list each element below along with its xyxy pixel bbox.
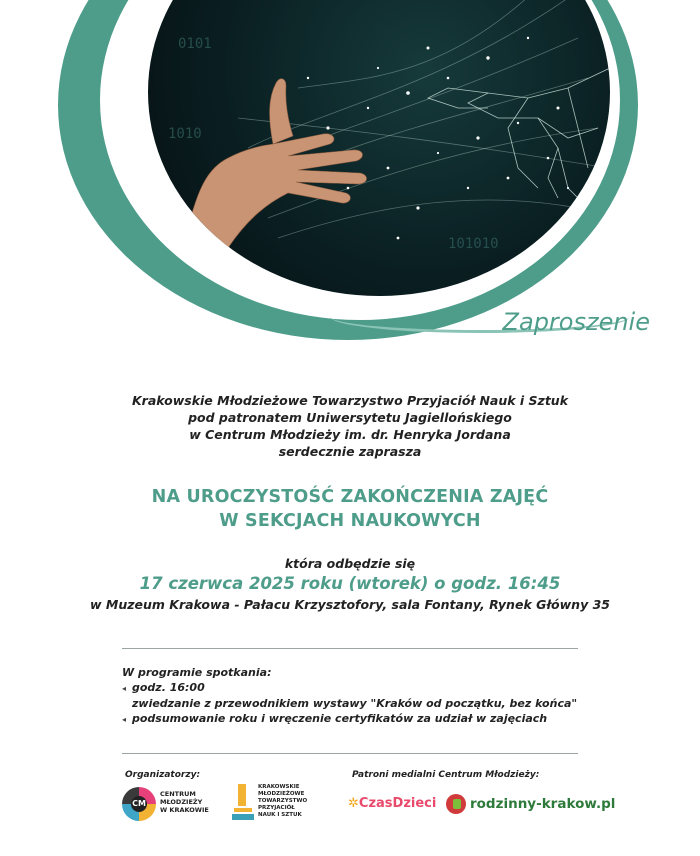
logo-text-line: NAUK I SZTUK — [258, 812, 302, 818]
czasdzieci-logo-text: CzasDzieci — [358, 796, 437, 811]
program-heading: W programie spotkania: — [122, 666, 272, 679]
triangle-bullet-icon: ◂ — [122, 715, 127, 724]
program-item-text: podsumowanie roku i wręczenie certyfikatów za udział w zajęciach — [132, 712, 548, 725]
rodzinny-krakow-logo — [446, 794, 615, 814]
logo-text-line: PRZYJACIÓŁ — [258, 805, 295, 811]
intro-line: w Centrum Młodzieży im. dr. Henryka Jordana — [189, 427, 511, 442]
logo-text-line: MŁODZIEŻOWE — [258, 791, 305, 797]
kmtpnis-logo-text — [258, 784, 307, 819]
svg-text:101010: 101010 — [448, 236, 499, 252]
sun-icon: ✲ — [348, 796, 359, 811]
intro-line: Krakowskie Młodzieżowe Towarzystwo Przyjaciół Nauk i Sztuk — [131, 393, 569, 408]
event-place: w Muzeum Krakowa - Pałacu Krzysztofory, sala Fontany, Rynek Główny 35 — [90, 597, 610, 612]
patrons-label: Patroni medialni Centrum Młodzieży: — [352, 770, 540, 780]
invitation-heading: Zaproszenie — [502, 308, 650, 336]
triangle-bullet-icon: ◂ — [122, 684, 127, 693]
centrum-mlodziezy-logo — [122, 787, 156, 821]
divider — [122, 753, 578, 754]
organizers-label: Organizatorzy: — [125, 770, 201, 780]
kmtpnis-logo — [232, 784, 254, 822]
program-item — [122, 680, 592, 696]
logo-text-line: CENTRUM — [160, 790, 196, 798]
logo-text-line: TOWARZYSTWO — [258, 798, 308, 804]
program-item-time: godz. 16:00 — [132, 681, 205, 694]
logo-text-line: MŁODZIEŻY — [160, 798, 203, 806]
event-title-line: NA UROCZYSTOŚĆ ZAKOŃCZENIA ZAJĘĆ — [151, 487, 549, 507]
logo-text-line: KRAKOWSKIE — [258, 784, 300, 790]
invitation-intro — [0, 392, 700, 460]
rodzinny-krakow-icon — [446, 794, 466, 814]
intro-line: pod patronatem Uniwersytetu Jagiellońskiego — [188, 410, 512, 425]
hero-illustration — [148, 0, 610, 296]
event-title — [0, 485, 700, 533]
event-date: 17 czerwca 2025 roku (wtorek) o godz. 16:45 — [139, 574, 561, 593]
divider — [122, 648, 578, 649]
intro-line: serdecznie zaprasza — [278, 444, 422, 459]
logo-text-line: W KRAKOWIE — [160, 806, 209, 814]
hero-image — [148, 0, 610, 296]
event-title-line: W SEKCJACH NAUKOWYCH — [219, 511, 481, 531]
program-item — [122, 711, 592, 727]
program-item-detail: zwiedzanie z przewodnikiem wystawy "Kraków od początku, bez końca" — [132, 697, 578, 710]
svg-text:1010: 1010 — [168, 126, 202, 142]
program-section — [122, 665, 592, 727]
centrum-mlodziezy-logo-text — [160, 790, 209, 814]
centrum-mlodziezy-mark: CM — [131, 796, 147, 812]
czasdzieci-logo — [348, 796, 436, 811]
svg-text:0101: 0101 — [178, 36, 212, 52]
event-lead: która odbędzie się — [284, 556, 416, 571]
rodzinny-krakow-logo-text: rodzinny-krakow.pl — [470, 796, 616, 812]
